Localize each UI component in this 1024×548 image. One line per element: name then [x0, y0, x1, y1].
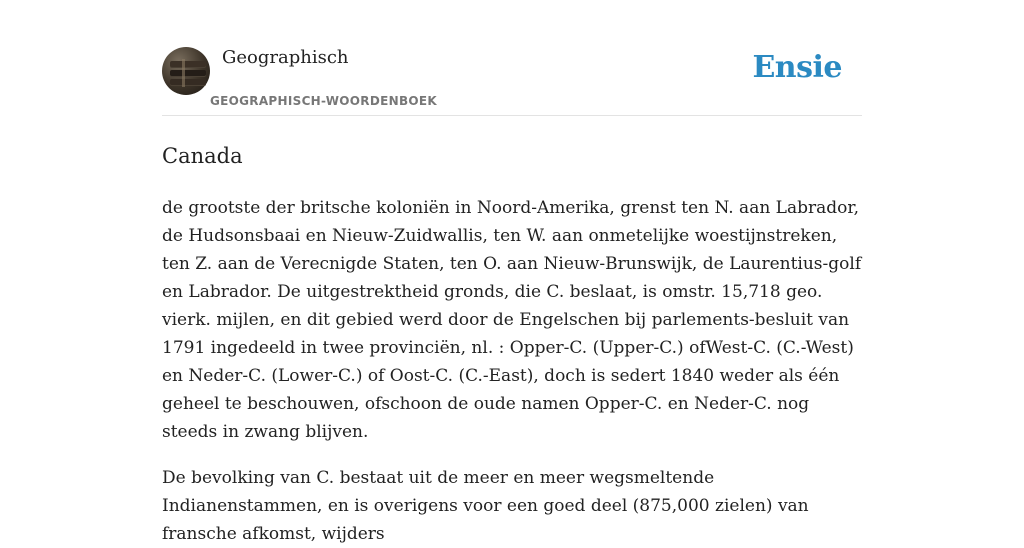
book-image-part	[182, 59, 185, 87]
dictionary-avatar[interactable]	[162, 47, 210, 95]
dictionary-subtitle[interactable]: GEOGRAPHISCH-WOORDENBOEK	[210, 94, 437, 108]
book-image-part	[170, 79, 206, 85]
header	[162, 0, 862, 116]
book-image-part	[170, 61, 206, 67]
ensie-logo[interactable]: Ensie	[752, 50, 842, 85]
entry-paragraph-2: De bevolking van C. bestaat uit de meer en meer wegsmeltende Indianenstammen, en is overigens voor een goed deel (875,000 zielen) van fransche afkomst, wijders	[162, 468, 809, 544]
dictionary-title[interactable]: Geographisch	[222, 47, 349, 68]
entry-paragraph-1: de grootste der britsche koloniën in Noord-Amerika, grenst ten N. aan Labrador, de Hudsonsbaai en Nieuw-Zuidwallis, ten W. aan onmetelijke woestijnstreken, ten Z. aan de Verecnigde Staten, ten O. aan Nieuw-Brunswijk, de Laurentius-golf en Labrador. De uitgestrektheid gronds, die C. beslaat, is omstr. 15,718 geo. vierk. mijlen, en dit gebied werd door de Engelschen bij parlements-besluit van 1791 ingedeeld in twee provinciën, nl. : Opper-C. (Upper-C.) ofWest-C. (C.-West) en Neder-C. (Lower-C.) of Oost-C. (C.-East), doch is sedert 1840 weder als één geheel te beschouwen, ofschoon de oude namen Opper-C. en Neder-C. nog steeds in zwang blijven.	[162, 198, 862, 442]
entry-title: Canada	[162, 144, 243, 168]
book-image-part	[170, 70, 206, 76]
page-container	[162, 0, 862, 548]
